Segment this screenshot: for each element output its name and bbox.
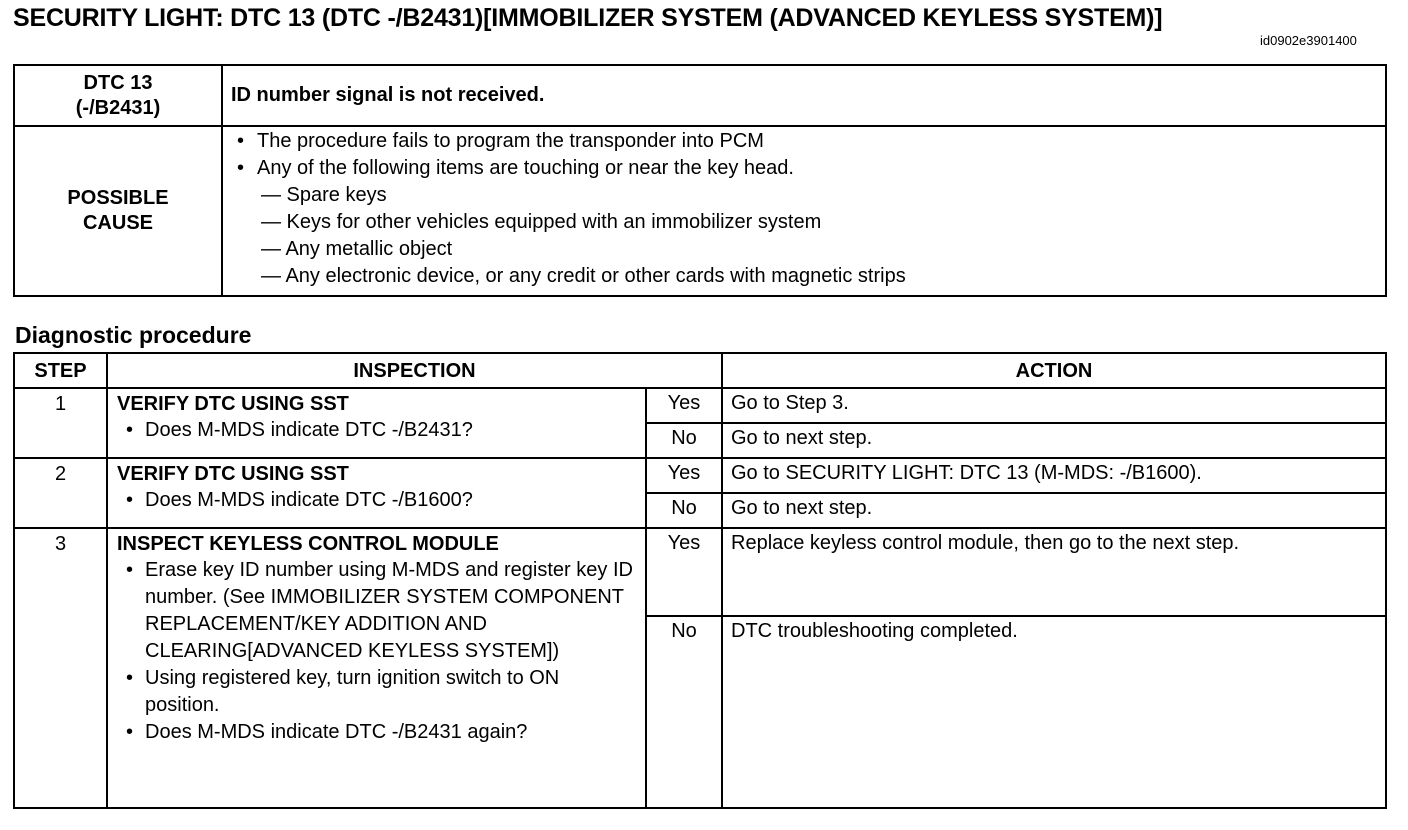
inspection-item: • Does M-MDS indicate DTC -/B1600? (117, 487, 639, 514)
table-row (14, 458, 1386, 493)
dtc-label-line1: DTC 13 (83, 71, 153, 94)
step-number: 3 (14, 528, 107, 808)
inspection-item: • Erase key ID number using M-MDS and register key ID number. (See IMMOBILIZER SYSTEM COMPONENT REPLACEMENT/KEY ADDITION AND CLEARING[ADVANCED KEYLESS SYSTEM]) (117, 557, 639, 665)
inspection-list (117, 487, 639, 514)
cause-subitem: — Any electronic device, or any credit or other cards with magnetic strips (261, 265, 906, 287)
cause-label-line1: POSSIBLE (67, 187, 169, 209)
yes-label: Yes (646, 528, 722, 616)
inspection-list (117, 417, 639, 444)
column-header-inspection: INSPECTION (107, 353, 722, 388)
dtc-description: ID number signal is not received. (222, 65, 1386, 126)
no-label: No (646, 616, 722, 808)
yes-label: Yes (646, 458, 722, 493)
dtc-info-table (13, 64, 1387, 297)
cause-subitem: — Keys for other vehicles equipped with an immobilizer system (261, 211, 822, 233)
inspection-cell (107, 388, 646, 458)
page-title: SECURITY LIGHT: DTC 13 (DTC -/B2431)[IMMOBILIZER SYSTEM (ADVANCED KEYLESS SYSTEM)] (13, 4, 1163, 32)
inspection-title: VERIFY DTC USING SST (117, 463, 349, 485)
document-id: id0902e3901400 (1260, 33, 1357, 48)
cause-item: • The procedure fails to program the transponder into PCM (223, 128, 1379, 155)
inspection-cell (107, 528, 646, 808)
inspection-item: • Does M-MDS indicate DTC -/B2431? (117, 417, 639, 444)
possible-cause-row (14, 126, 1386, 296)
inspection-item: • Does M-MDS indicate DTC -/B2431 again? (117, 719, 639, 746)
yes-action: Go to Step 3. (722, 388, 1386, 423)
dtc-label-cell (14, 65, 222, 126)
no-action: Go to next step. (722, 423, 1386, 458)
inspection-cell (107, 458, 646, 528)
table-header-row (14, 353, 1386, 388)
table-row (14, 528, 1386, 616)
dtc-label-line2: (-/B2431) (75, 96, 161, 119)
no-label: No (646, 423, 722, 458)
step-number: 1 (14, 388, 107, 458)
cause-list (223, 128, 1379, 290)
yes-action: Replace keyless control module, then go to the next step. (722, 528, 1386, 616)
yes-action: Go to SECURITY LIGHT: DTC 13 (M-MDS: -/B1600). (722, 458, 1386, 493)
no-action: Go to next step. (722, 493, 1386, 528)
inspection-title: INSPECT KEYLESS CONTROL MODULE (117, 533, 499, 555)
column-header-step: STEP (14, 353, 107, 388)
inspection-item: • Using registered key, turn ignition switch to ON position. (117, 665, 639, 719)
cause-item (223, 155, 1379, 290)
inspection-list (117, 557, 639, 746)
possible-cause-label-cell (14, 126, 222, 296)
possible-cause-list-cell (222, 126, 1386, 296)
diagnostic-procedure-table (13, 352, 1387, 809)
step-number: 2 (14, 458, 107, 528)
cause-item-text: Any of the following items are touching or near the key head. (257, 157, 794, 179)
yes-label: Yes (646, 388, 722, 423)
no-label: No (646, 493, 722, 528)
cause-label-line2: CAUSE (82, 212, 153, 234)
table-row (14, 388, 1386, 423)
cause-sublist (257, 182, 1379, 290)
inspection-title: VERIFY DTC USING SST (117, 393, 349, 415)
cause-subitem: — Any metallic object (261, 238, 453, 260)
cause-subitem: — Spare keys (261, 184, 387, 206)
column-header-action: ACTION (722, 353, 1386, 388)
diagnostic-procedure-heading: Diagnostic procedure (15, 322, 252, 348)
dtc-row (14, 65, 1386, 126)
no-action: DTC troubleshooting completed. (722, 616, 1386, 808)
